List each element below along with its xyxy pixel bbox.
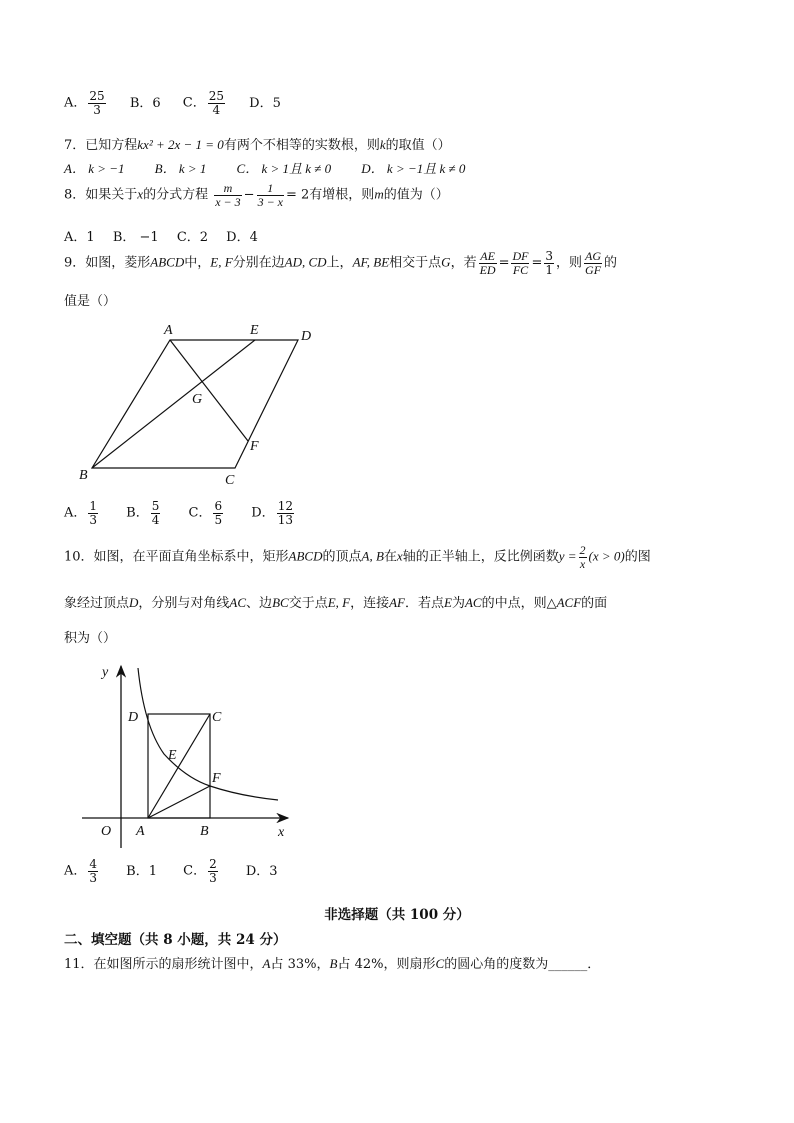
q7-stem: 7．已知方程kx² + 2x − 1 = 0有两个不相等的实数根，则k的取值（） (64, 137, 451, 153)
label-f: F (250, 439, 259, 454)
q9-options (64, 500, 296, 526)
label-d: D (301, 329, 312, 344)
q7-option-a: A． k > −1 (64, 161, 125, 176)
answer-blank[interactable]: ______ (548, 957, 588, 972)
section-heading-fill-blank: 二、填空题（共 8 小题，共 24 分） (64, 932, 287, 948)
q10-options (64, 858, 278, 884)
q6-option-b: B．6 (129, 95, 161, 111)
q7-option-b: B． k > 1 (154, 161, 207, 176)
label-b: B (79, 468, 88, 483)
q9-option-b: B． $\frac{5}{4}$ (126, 499, 160, 527)
label-f: F (212, 771, 221, 786)
q8-option-b: B． −1 (112, 230, 159, 245)
q7-options (64, 158, 465, 177)
q8-option-c: C．2 (176, 230, 209, 245)
q10-coordinate-figure (78, 656, 300, 856)
hyperbola-curve (138, 668, 278, 800)
q6-option-c: C． $\frac{25}{4}$ (182, 89, 225, 117)
q10-stem: 10．如图，在平面直角坐标系中，矩形ABCD的顶点A, B在x轴的正半轴上，反比例函数y = $\frac{2}{x}$ (x > 0)的图 (64, 543, 651, 571)
label-a: A (164, 323, 173, 338)
segment-be (92, 340, 255, 468)
q7-option-d: D． k > −1且 k ≠ 0 (361, 161, 466, 176)
q9-option-d: D． $\frac{12}{13}$ (251, 499, 293, 527)
q7-option-c: C． k > 1且 k ≠ 0 (236, 161, 332, 176)
q8-stem: 8．如果关于x的分式方程 $\frac{m}{x - 3}$ − $\frac{1}{3 - x}$ = 2有增根，则m的值为（） (64, 181, 449, 209)
q6-option-d: D．5 (249, 95, 281, 111)
q10-option-d: D．3 (245, 863, 278, 879)
label-g: G (192, 392, 203, 407)
section-heading-nonchoice: 非选择题（共 100 分） (324, 907, 470, 923)
label-o: O (101, 824, 112, 839)
q11-stem: 11．在如图所示的扇形统计图中，A占 33%，B占 42%，则扇形C的圆心角的度数为______． (64, 956, 601, 972)
q9-option-c: C． $\frac{6}{5}$ (188, 499, 223, 527)
label-c: C (212, 710, 222, 725)
q6-options (64, 90, 281, 116)
label-e: E (168, 748, 177, 763)
q8-options (64, 226, 258, 245)
label-d: D (128, 710, 139, 725)
q10-stem-line2: 象经过顶点D，分别与对角线AC、边BC交于点E, F，连接AF．若点E为AC的中点，则△ACF的面 (64, 595, 608, 611)
q9-stem-line2: 值是（） (64, 294, 117, 309)
q8-option-a: A．1 (64, 230, 95, 245)
q6-option-a: A． $\frac{25}{3}$ (64, 89, 105, 117)
label-e: E (250, 323, 259, 338)
q10-option-a: A． $\frac{4}{3}$ (64, 857, 98, 885)
q9-option-a: A． $\frac{1}{3}$ (64, 499, 98, 527)
label-a: A (136, 824, 145, 839)
label-x: x (278, 825, 285, 840)
q8-option-d: D．4 (226, 230, 258, 245)
q9-stem: 9．如图，菱形ABCD中，E, F分别在边AD, CD上，AF, BE相交于点G，若 $\frac{AE}{ED}$ = $\frac{DF}{FC}$ = $\frac{3}{1}$ ，则 $\frac{AG}{GF}$ 的 (64, 249, 618, 277)
q10-option-b: B．1 (126, 863, 157, 879)
q10-stem-line3: 积为（） (64, 631, 117, 646)
label-c: C (225, 473, 235, 488)
label-y: y (102, 665, 109, 680)
label-b: B (200, 824, 209, 839)
q9-rhombus-figure (70, 318, 320, 490)
q10-option-c: C． $\frac{2}{3}$ (183, 857, 217, 885)
